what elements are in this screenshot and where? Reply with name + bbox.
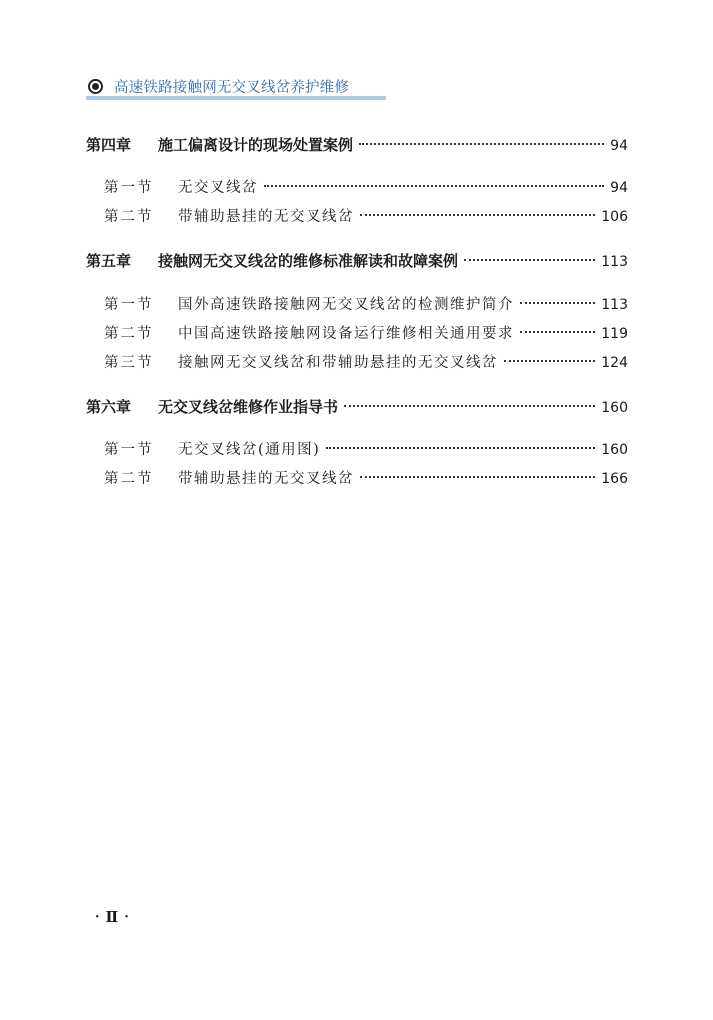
section-number: 第二节 [104, 326, 154, 342]
chapter-number: 第四章 [86, 136, 132, 154]
toc-chapter-6[interactable] [86, 396, 628, 418]
page-number: 94 [610, 180, 628, 196]
page-number: 166 [601, 471, 628, 487]
section-title: 无交叉线岔 [178, 180, 258, 196]
toc-section-5-1[interactable] [104, 294, 628, 316]
page-number: 94 [610, 138, 628, 154]
page-number: 113 [601, 254, 628, 270]
page-folio [95, 908, 129, 926]
toc-section-4-1[interactable] [104, 177, 628, 199]
section-title: 接触网无交叉线岔和带辅助悬挂的无交叉线岔 [178, 355, 498, 371]
page-number: 106 [601, 209, 628, 225]
dot-leader [326, 447, 595, 449]
section-title: 带辅助悬挂的无交叉线岔 [178, 471, 354, 487]
book-title: 高速铁路接触网无交叉线岔养护维修 [114, 79, 350, 96]
toc-section-4-2[interactable] [104, 206, 628, 228]
dot-leader [360, 214, 595, 216]
section-number: 第一节 [104, 180, 154, 196]
toc-chapter-5[interactable] [86, 250, 628, 272]
dot-leader [464, 259, 595, 261]
dot-leader [359, 143, 604, 145]
section-title: 无交叉线岔(通用图) [178, 442, 321, 458]
folio-page-number: Ⅱ [105, 908, 119, 926]
folio-bullet-left: · [95, 909, 100, 925]
page-number: 160 [601, 442, 628, 458]
section-number: 第三节 [104, 355, 154, 371]
section-title: 带辅助悬挂的无交叉线岔 [178, 209, 354, 225]
section-title: 国外高速铁路接触网无交叉线岔的检测维护简介 [178, 297, 514, 313]
toc-section-6-2[interactable] [104, 468, 628, 490]
dot-leader [360, 476, 595, 478]
section-title: 中国高速铁路接触网设备运行维修相关通用要求 [178, 326, 514, 342]
toc-section-5-3[interactable] [104, 352, 628, 374]
chapter-number: 第六章 [86, 398, 132, 416]
toc-chapter-4[interactable] [86, 134, 628, 156]
page-number: 124 [601, 355, 628, 371]
dot-leader [504, 360, 595, 362]
page-number: 113 [601, 297, 628, 313]
section-number: 第二节 [104, 209, 154, 225]
section-number: 第二节 [104, 471, 154, 487]
chapter-number: 第五章 [86, 252, 132, 270]
section-number: 第一节 [104, 442, 154, 458]
dot-leader [520, 302, 595, 304]
dot-leader [344, 405, 595, 407]
dot-leader [264, 185, 604, 187]
toc-section-5-2[interactable] [104, 323, 628, 345]
dot-leader [520, 331, 595, 333]
chapter-title: 接触网无交叉线岔的维修标准解读和故障案例 [158, 252, 459, 270]
page-number: 119 [601, 326, 628, 342]
chapter-title: 无交叉线岔维修作业指导书 [158, 398, 339, 416]
section-number: 第一节 [104, 297, 154, 313]
folio-bullet-right: · [124, 909, 129, 925]
toc-section-6-1[interactable] [104, 439, 628, 461]
chapter-title: 施工偏离设计的现场处置案例 [158, 136, 354, 154]
page-number: 160 [601, 400, 628, 416]
